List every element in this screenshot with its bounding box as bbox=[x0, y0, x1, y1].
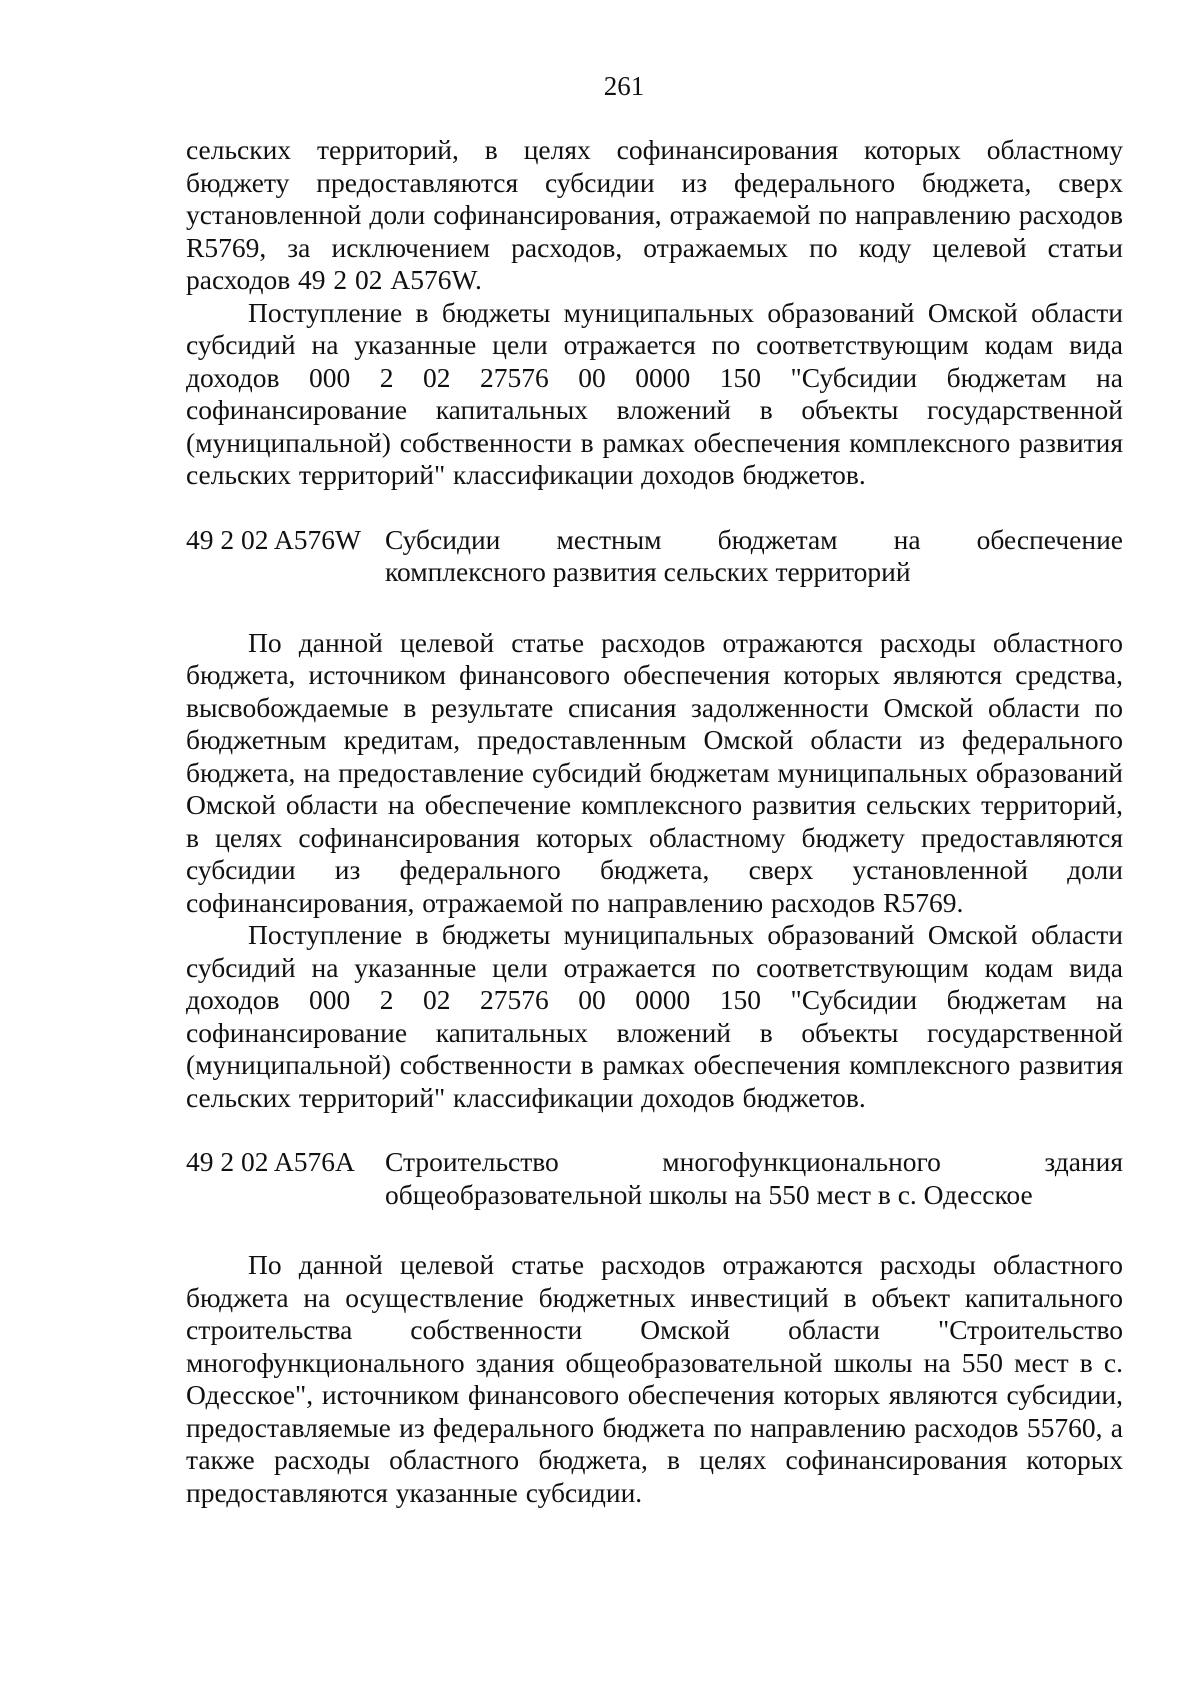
section-heading-a576w bbox=[186, 524, 1123, 589]
title-line: общеобразовательной школы на 550 мест в с. Одесское bbox=[385, 1178, 1033, 1210]
paragraph-description: По данной целевой статье расходов отражаются расходы областного бюджета на осуществление бюджетных инвестиций в объект капитального строительства собственности Омской области "Строительство многофункционального здания общеобразовательной школы на 550 мест в с. Одесское", источником финансового обеспечения которых являются субсидии, предоставляемые из федерального бюджета по направлению расходов 55760, а также расходы областного бюджета, в целях софинансирования которых предоставляются указанные субсидии. bbox=[186, 1249, 1123, 1508]
page-number: 261 bbox=[603, 71, 645, 101]
paragraph-revenue-receipt: Поступление в бюджеты муниципальных образований Омской области субсидий на указанные цели отражается по соответствующим кодам вида доходов 000 2 02 27576 00 0000 150 "Субсидии бюджетам на софинансирование капитальных вложений в объекты государственной (муниципальной) собственности в рамках обеспечения комплексного развития сельских территорий" классификации доходов бюджетов. bbox=[186, 296, 1123, 490]
target-article-code: 49 2 02 A576W bbox=[186, 523, 361, 555]
paragraph-continuation: сельских территорий, в целях софинансирования которых областному бюджету предоставляются субсидии из федерального бюджета, сверх установленной доли софинансирования, отражаемой по направлению расходов R5769, за исключением расходов, отражаемых по коду целевой статьи расходов 49 2 02 A576W. bbox=[186, 134, 1123, 295]
target-article-code: 49 2 02 A576A bbox=[186, 1146, 355, 1177]
target-article-title bbox=[385, 524, 1123, 589]
section-heading-a576a bbox=[186, 1146, 1123, 1211]
target-article-title bbox=[385, 1146, 1123, 1211]
document-body bbox=[186, 134, 1123, 1509]
title-line: комплексного развития сельских территорий bbox=[385, 556, 911, 587]
title-line: Строительство многофункционального здания bbox=[385, 1146, 1123, 1177]
paragraph-description: По данной целевой статье расходов отражаются расходы областного бюджета, источником финансового обеспечения которых являются средства, высвобождаемые в результате списания задолженности Омской области по бюджетным кредитам, предоставленным Омской области из федерального бюджета, на предоставление субсидий бюджетам муниципальных образований Омской области на обеспечение комплексного развития сельских территорий, в целях софинансирования которых областному бюджету предоставляются субсидии из федерального бюджета, сверх установленной доли софинансирования, отражаемой по направлению расходов R5769. bbox=[186, 626, 1123, 918]
title-line: Субсидии местным бюджетам на обеспечение bbox=[385, 523, 1123, 555]
paragraph-revenue-receipt: Поступление в бюджеты муниципальных образований Омской области субсидий на указанные цели отражается по соответствующим кодам вида доходов 000 2 02 27576 00 0000 150 "Субсидии бюджетам на софинансирование капитальных вложений в объекты государственной (муниципальной) собственности в рамках обеспечения комплексного развития сельских территорий" классификации доходов бюджетов. bbox=[186, 919, 1123, 1113]
